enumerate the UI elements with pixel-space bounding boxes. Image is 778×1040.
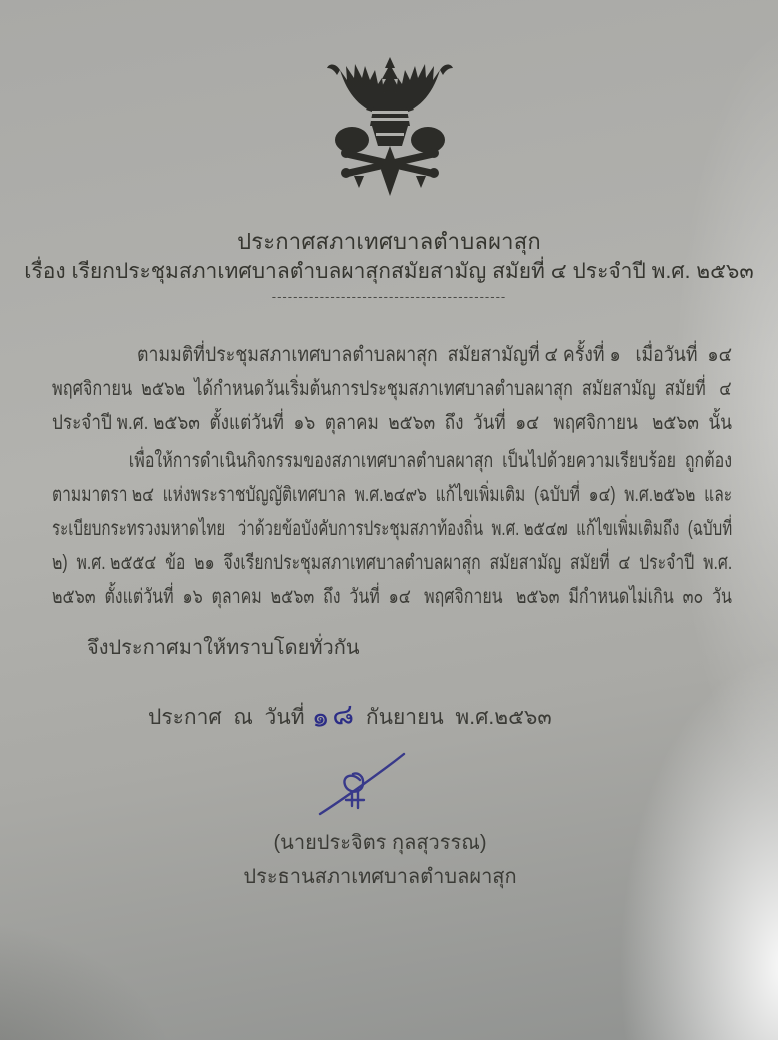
promulgation-line	[148, 690, 552, 734]
paragraph-line: ๒) พ.ศ. ๒๕๕๔ ข้อ ๒๑ จึงเรียกประชุมสภาเทศบาลตำบลผาสุก สมัยสามัญ สมัยที่ ๔ ประจำปี พ.ศ.	[52, 552, 733, 574]
paragraph-2	[52, 444, 732, 614]
announcement-title: ประกาศสภาเทศบาลตำบลผาสุก	[237, 229, 541, 254]
garuda-emblem-icon	[298, 52, 482, 204]
handwritten-day: ๑๘	[309, 697, 358, 734]
announcement-subject: เรื่อง เรียกประชุมสภาเทศบาลตำบลผาสุกสมัยสามัญ สมัยที่ ๔ ประจำปี พ.ศ. ๒๕๖๓	[24, 260, 754, 283]
paragraph-line: พฤศจิกายน ๒๕๖๒ ได้กำหนดวันเริ่มต้นการประชุมสภาเทศบาลตำบลผาสุก สมัยสามัญ สมัยที่ ๔	[52, 378, 732, 400]
paragraph-line: ตามมติที่ประชุมสภาเทศบาลตำบลผาสุก สมัยสามัญที่ ๔ ครั้งที่ ๑ เมื่อวันที่ ๑๔	[137, 344, 733, 366]
paragraph-line: ตามมาตรา ๒๔ แห่งพระราชบัญญัติเทศบาล พ.ศ.๒๔๙๖ แก้ไขเพิ่มเติม (ฉบับที่ ๑๔) พ.ศ.๒๕๖๒ และ	[52, 484, 733, 506]
paragraph-line: ๒๕๖๓ ตั้งแต่วันที่ ๑๖ ตุลาคม ๒๕๖๓ ถึง วันที่ ๑๔ พฤศจิกายน ๒๕๖๓ มีกำหนดไม่เกิน ๓๐ วัน	[52, 586, 732, 608]
paragraph-line: ประจำปี พ.ศ. ๒๕๖๓ ตั้งแต่วันที่ ๑๖ ตุลาคม ๒๕๖๓ ถึง วันที่ ๑๔ พฤศจิกายน ๒๕๖๓ นั้น	[52, 412, 732, 434]
paragraph-1	[52, 338, 732, 440]
paragraph-line: ระเบียบกระทรวงมหาดไทย ว่าด้วยข้อบังคับการประชุมสภาท้องถิ่น พ.ศ. ๒๕๔๗ แก้ไขเพิ่มเติมถึง (ฉบับที่	[52, 518, 733, 540]
promulgation-suffix: กันยายน พ.ศ.๒๕๖๓	[365, 706, 552, 729]
signatory-name: (นายประจิตร กุลสุวรรณ)	[273, 832, 487, 854]
signatory-title: ประธานสภาเทศบาลตำบลผาสุก	[243, 866, 517, 888]
promulgation-prefix: ประกาศ ณ วันที่	[148, 706, 305, 729]
signature-flourish	[308, 748, 426, 824]
paragraph-line: เพื่อให้การดำเนินกิจกรรมของสภาเทศบาลตำบลผาสุก เป็นไปด้วยความเรียบร้อย ถูกต้อง	[128, 450, 733, 472]
divider-line: --------------------------------------------	[271, 289, 507, 304]
closing-statement: จึงประกาศมาให้ทราบโดยทั่วกัน	[87, 637, 360, 659]
